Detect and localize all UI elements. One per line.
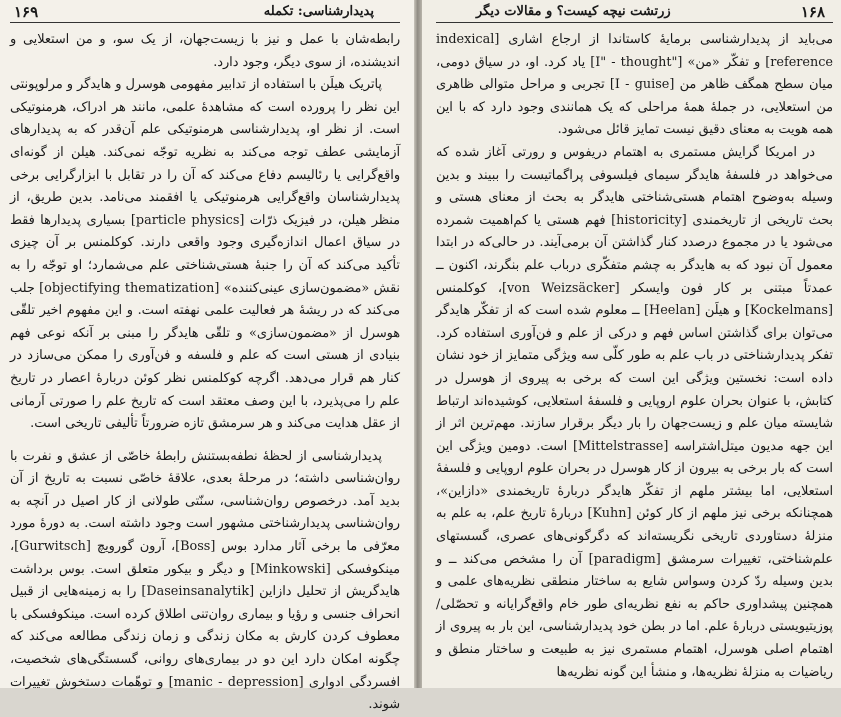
paragraph: پدیدارشناسی از لحظهٔ نطفه‌بستنش رابطهٔ خاصّی از عشق و نفرت با روان‌شناسی داشته؛ در مرحلهٔ بعدی، علاقهٔ خاصّی نسبت به تاریخ از آن بدید آمد. درخصوص روان‌شناسی، سنّتی طولانی از کار اصیل در آنچه به روان‌شناسی پدیدارشناختی مشهور است وجود داشته است. به دورهٔ مورد معرّفی ما برخی آثار مدارد بوس [Boss]، آرون گورویچ [Gurwitsch]، مینکوفسکی [Minkowski] و دیگر و بیکور متعلق است. بوس برداشت هایدگریش از تحلیل دازاین [Daseinsanalytik] را به زمینه‌هایی از قبیل انحراف جنسی و رؤیا و بیماری روان‌تنی اطلاق کرده است. مینکوفسکی با معطوف کردن کارش به مکان زندگی و زمان زندگی مطالعه می‌کند که چگونه امکان دارد این دو در بیماری‌های روانی، گسستگی‌های شخصیت، افسردگی ادواری [manic - depression] و توهّمات دستخوش تغییرات شوند. (10, 448, 401, 713)
book-gutter (414, 0, 422, 688)
page-number: ۱۶۹ (14, 3, 39, 21)
left-page (0, 0, 414, 713)
right-running-header (436, 0, 833, 22)
paragraph: در امریکا گرایش مستمری به اهتمام دریفوس و رورتی آغاز شده که می‌خواهد در فلسفهٔ هایدگر سیمای فیلسوفی پراگماتیست را ببیند و بدین وسیله به‌وضوح اهتمام هستی‌شناختی هایدگر به بحث از معنای هستی و بحث تاریخی از تاریخمندی [historicity] فهم هستی یا کم‌اهمیت شمرده می‌شود یا در مجموع درصدد کنار گذاشتن آن برمی‌آیند. در حالی‌که در ابتدا معمول آن نبود که به هایدگر به چشم متفکّری درباب علم بنگرند، اکنون ــ عمدتاً مبتنی بر کار فون وایسکر [von Weizsäcker]، کوکلمنس [Kockelmans] و هیلَن [Heelan] ــ معلوم شده است که از تفکّر هایدگر می‌توان برای گذاشتن اساس فهم و درکی از علم و فن‌آوری استفاده کرد. تفکر پدیدارشناختی در باب علم به طور کلّی سه ویژگی متمایز از خود نشان داده است: نخستین ویژگی این است که برخی به پیروی از هوسرل در کتابش، با عنوان بحران علوم اروپایی و فلسفهٔ استعلایی، کوشیده‌اند ارتباط شایسته میان علم و زیست‌جهان را بار دیگر برقرار سازند. مهم‌ترین اثر از این جهه مدیون میتل‌اشتراسه [Mittelstrasse] است. دومین ویژگی این است که بار برخی به بیرون از کار هوسرل در بحران علوم اروپایی و فلسفهٔ استعلایی، اما بیشتر ملهم از تفکّر هایدگر دربارهٔ تاریخمندی «دازاین»، همچنانکه برخی نیز ملهم از کار کوئن [Kuhn] دربارهٔ تاریخ علم، به علم به منزلهٔ دستاوردی تاریخی نگریسته‌اند که دگرگونی‌های عصری، گسستهای علم‌شناختی، تغییرات سرمشق [paradigm] آن را مشخص می‌کند ــ و بدین وسیله ردّ کردن وسواس شایع به ساختار منطقی نظریه‌های علمی و همچنین پیشداوری حاکم به نفع نظریه‌ای طور خام واقع‌گرایانه و تحصّلی/پوزیتیویستی دربارهٔ علم. اما در بطن خود پدیدارشناسی، این بار به پیروی از اهتمام اصلی هوسرل، اهتمام مستمری نیز به طبیعت و ساختار منطق و ریاضیات به منزلهٔ نظریه‌ها، و منشأ این گونه نظریه‌ها (436, 144, 833, 680)
header-rule (10, 22, 400, 23)
page-number: ۱۶۸ (800, 3, 825, 21)
left-body-text (10, 29, 400, 717)
paragraph: پاتریک هیلَن با استفاده از تدابیر مفهومی هوسرل و هایدگر و مرلوپونتی این نظر را پرورده است که مشاهدهٔ علمی، مانند هر ادراک، هرمنوتیکی است. از نظر او، پدیدارشناسی هرمنوتیکی علم آن‌قدر که به پدیدارهای آزمایشی عطف توجه می‌کند به نظریه توجّه نمی‌کند. هیلن از گونه‌ای واقع‌گرایی یا رئالیسم دفاع می‌کند که آن را در تقابل با ابزارگرایی برخی پدیدارشناسان واقع‌گرایی هرمنوتیکی یا افقمند می‌نامد. بدین طریق، از منظر هیلن، در فیزیک ذرّات [particle physics] بسیاری پدیدارها فقط در سیاق اعمال اندازه‌گیری وجود واقعی دارند. کوکلمنس بر آن چیزی تأکید می‌کند که آن را جنبهٔ هستی‌شناختی علم می‌شمارد؛ او توجّه را به نقش «مضمون‌سازی عینی‌کننده» [objectifying thematization] جلب می‌کند که در ریشهٔ هر فعالیت علمی نهفته است. و این مفهوم اخیر تلقّی هوسرل از «مضمون‌سازی» و تلقّی هایدگر را مبنی بر آنکه نوعی فهم بنیادی از هستی است که علم و فلسفه و فن‌آوری را ممکن می‌سازد در کنار هم قرار می‌دهد. اگرچه کوکلمنس نظر کوئن دربارهٔ اعصار در تاریخ علم را می‌پذیرد، با این وصف معتقد است که تاریخ علم را صورتی آرمانی از عقل هدایت می‌کند و هر سرمشق تازه ضرورتاً تألیفی تاریخی است. (10, 77, 400, 432)
right-page (422, 0, 841, 688)
header-rule (436, 22, 833, 23)
running-title: زرتشت نیچه کیست؟ و مقالات دیگر (476, 4, 671, 19)
running-title: پدیدارشناسی: تکمله (263, 4, 374, 19)
left-running-header (10, 0, 400, 22)
paragraph: رابطه‌شان با عمل و نیز با زیست‌جهان، از یک سو، و من استعلایی و اندیشنده، از سوی دیگر، وجود دارد. (10, 32, 400, 70)
right-body-text (436, 29, 833, 684)
paragraph: می‌باید از پدیدارشناسی برمایهٔ کاستاندا از ارجاع اشاری [indexical reference] و تفکّر «من» ["I" - thought] یاد کرد. او، در سیاق دومی، میان سطح همگف ظاهر من [I - guise] تجربی و مراحل متوالی ظاهری من استعلایی، در جملهٔ همهٔ مراحلی که یک همانندی وجود دارد که با این همه هویت به معنای دقیق نیست تمایز قائل می‌شود. (436, 32, 833, 138)
